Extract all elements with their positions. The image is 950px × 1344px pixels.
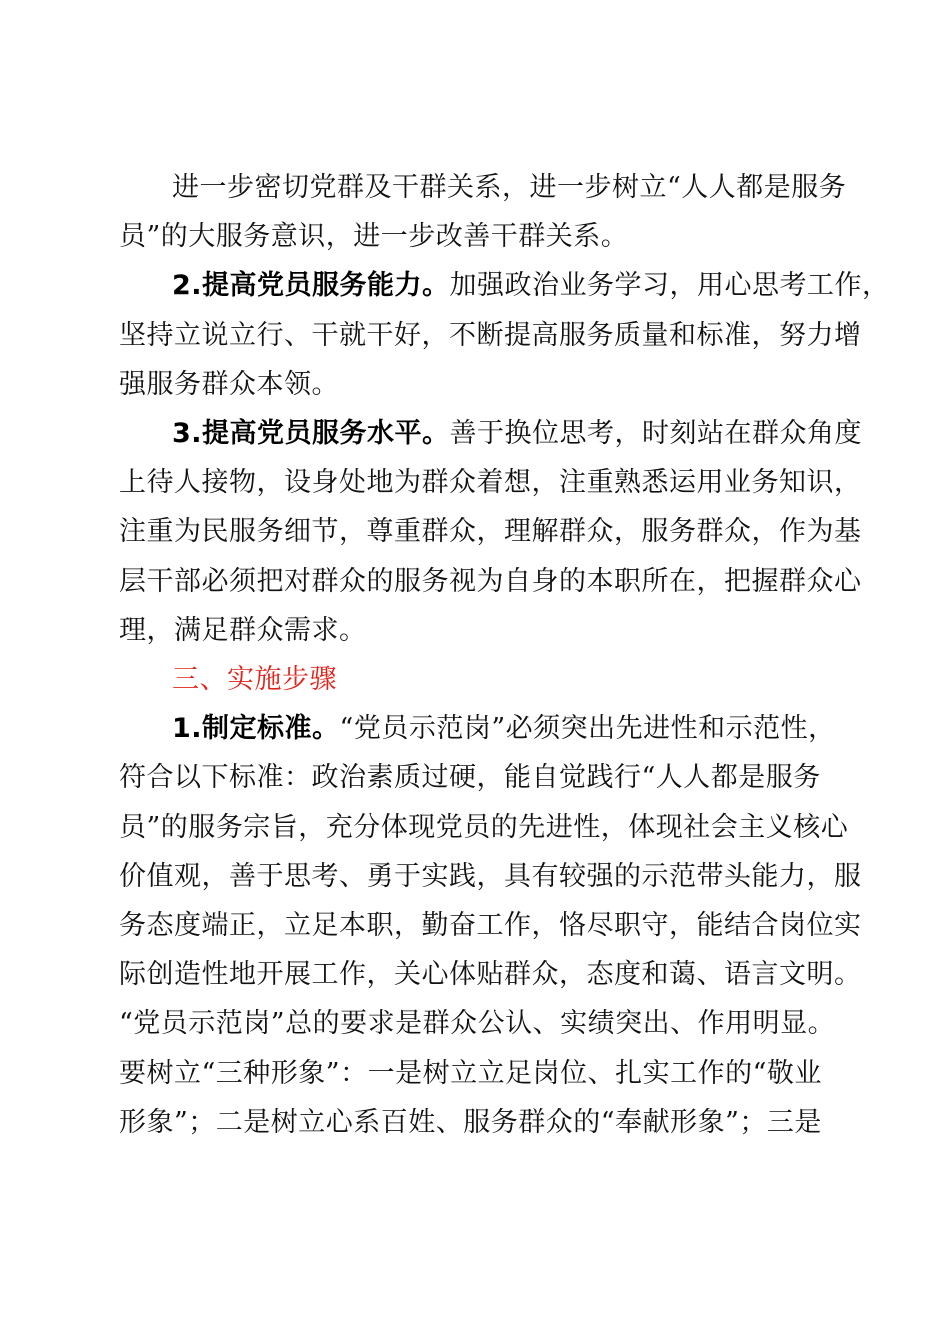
text-line	[119, 803, 848, 853]
body-text: 强服务群众本领。	[119, 368, 339, 400]
body-text: 价值观，善于思考、勇于实践，具有较强的示范带头能力，服	[119, 860, 862, 892]
body-text: 要树立“三种形象”：一是树立立足岗位、扎实工作的“敬业	[119, 1057, 822, 1089]
body-text: 员”的服务宗旨，充分体现党员的先进性，体现社会主义核心	[119, 811, 849, 843]
body-text: 员”的大服务意识，进一步改善干群关系。	[119, 221, 629, 253]
body-text: 务态度端正，立足本职，勤奋工作，恪尽职守，能结合岗位实	[119, 910, 862, 941]
body-text: 善于换位思考，时刻站在群众角度	[449, 418, 863, 449]
text-line	[119, 852, 862, 902]
body-text: 上待人接物，设身处地为群众着想，注重熟悉运用业务知识，	[119, 467, 862, 499]
text-line	[119, 458, 862, 508]
text-line	[119, 901, 862, 951]
body-text: “党员示范岗”总的要求是群众公认、实绩突出、作用明显。	[119, 1008, 836, 1040]
body-text: 坚持立说立行、干就干好，不断提高服务质量和标准，努力增	[119, 319, 862, 351]
text-line	[172, 163, 846, 213]
body-text: 际创造性地开展工作，关心体贴群众，态度和蔼、语言文明。	[119, 959, 862, 991]
text-line	[119, 311, 862, 361]
item-lead-bold: 3.提高党员服务水平。	[172, 418, 450, 449]
section-heading	[172, 655, 337, 705]
body-text: 层干部必须把对群众的服务视为自身的本职所在，把握群众心	[119, 565, 862, 597]
body-text: “党员示范岗”必须突出先进性和示范性，	[339, 713, 836, 745]
body-text: 注重为民服务细节，尊重群众，理解群众，服务群众，作为基	[119, 516, 862, 548]
body-text: 符合以下标准：政治素质过硬，能自觉践行“人人都是服务	[119, 762, 821, 794]
text-line	[119, 1049, 822, 1099]
text-line	[172, 409, 862, 459]
body-text: 形象”；二是树立心系百姓、服务群众的“奉献形象”；三是	[119, 1106, 822, 1138]
text-line	[119, 753, 821, 803]
text-line	[119, 212, 628, 262]
text-line	[119, 507, 862, 557]
item-lead-bold: 2.提高党员服务能力。	[172, 270, 450, 302]
body-text: 理，满足群众需求。	[119, 614, 367, 646]
text-line	[119, 950, 862, 1000]
text-line	[119, 606, 367, 656]
text-line	[119, 1098, 822, 1148]
item-lead-bold: 1.制定标准。	[172, 713, 340, 745]
text-line	[119, 999, 835, 1049]
text-line	[172, 704, 836, 754]
body-text: 进一步密切党群及干群关系，进一步树立“人人都是服务	[172, 172, 847, 203]
text-line	[172, 261, 890, 311]
text-line	[119, 360, 339, 410]
section-heading-text: 三、实施步骤	[172, 664, 337, 695]
text-line	[119, 557, 862, 607]
body-text: 加强政治业务学习，用心思考工作，	[449, 270, 890, 302]
